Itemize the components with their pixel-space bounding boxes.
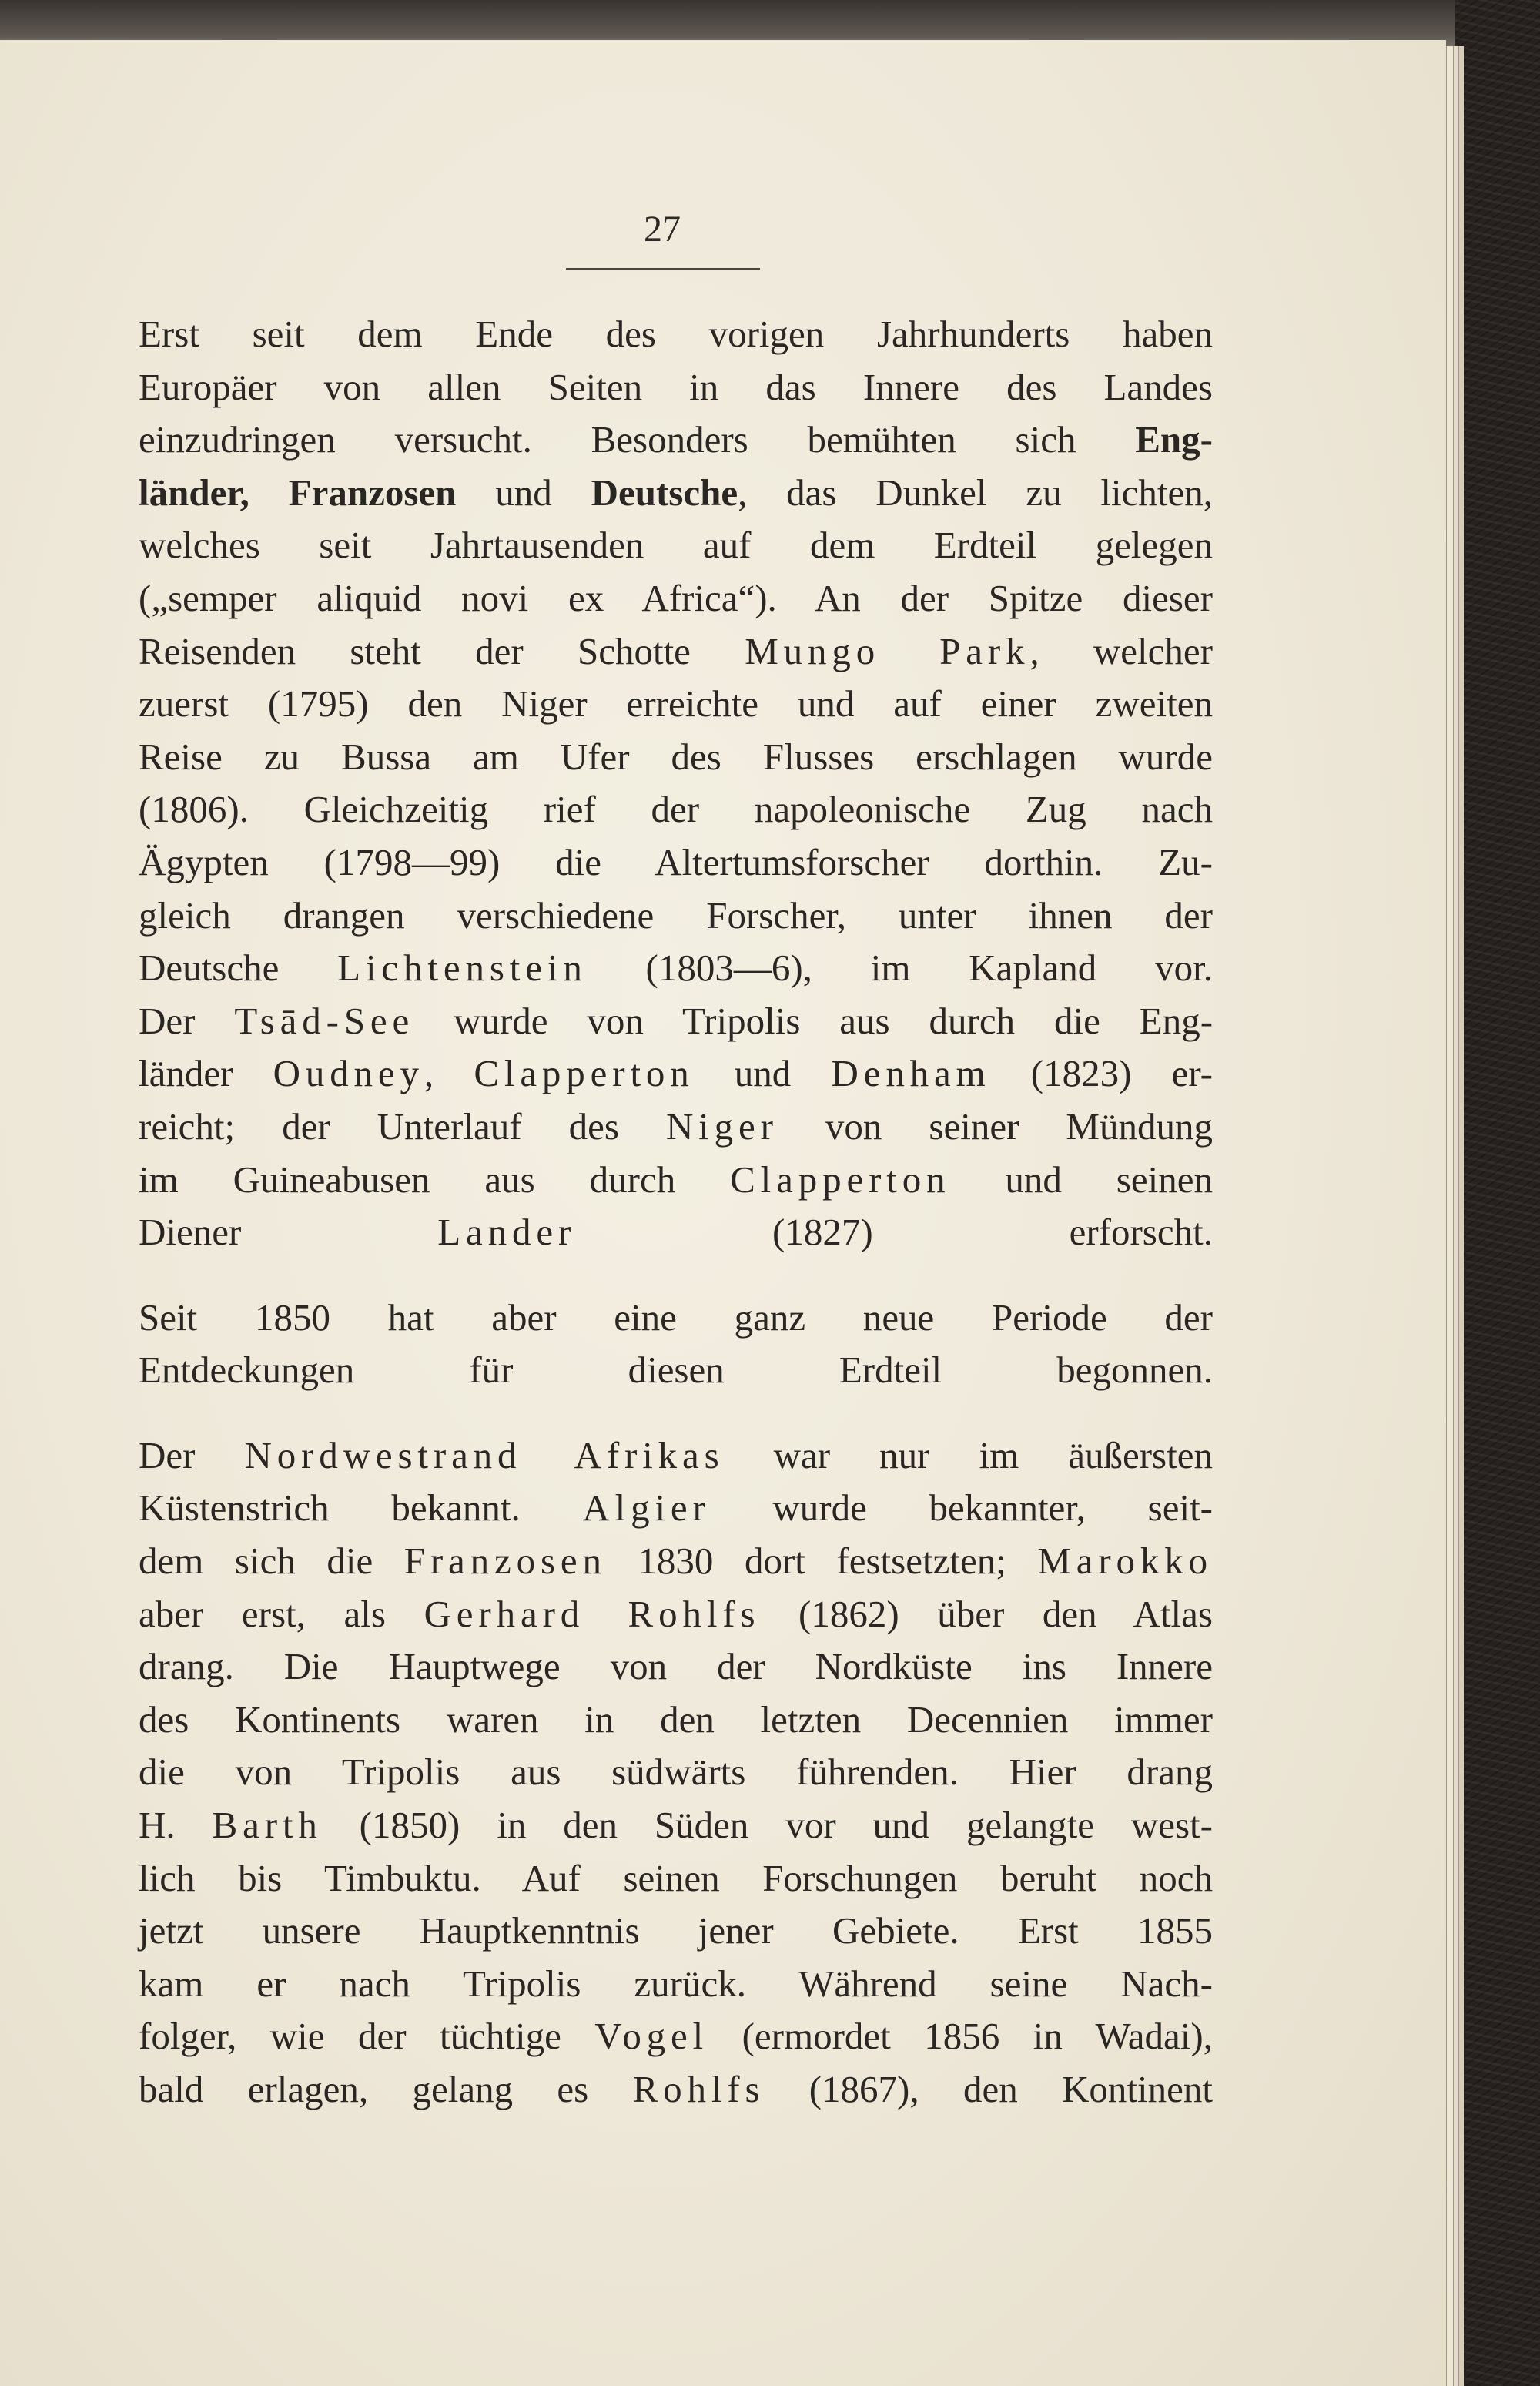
text-run: (1806). Gleichzeitig rief der napoleonische Zug nach [139, 788, 1213, 831]
text-line [139, 1958, 1213, 2011]
spaced-name: Rohlfs [632, 2068, 765, 2110]
text-run: Ägypten (1798—99) die Altertumsforscher dorthin. Zu- [139, 840, 1213, 883]
text-line [139, 836, 1213, 890]
text-line [139, 1101, 1213, 1154]
book-cover-spine [1455, 0, 1540, 2386]
text-line [139, 1292, 1213, 1345]
text-run: Der [139, 1433, 245, 1476]
page-number: 27 [644, 209, 681, 250]
text-run: (1862) über den Atlas [760, 1592, 1213, 1635]
text-line [139, 1905, 1213, 1958]
text-run: Diener [139, 1211, 438, 1254]
text-run: Küstenstrich bekannt. [139, 1486, 583, 1530]
body-text [139, 308, 1213, 2116]
text-run: reicht; der Unterlauf des [139, 1104, 666, 1148]
header-rule [566, 268, 760, 270]
text-run: bald erlagen, gelang es [139, 2068, 633, 2110]
text-run: Deutsche [139, 947, 338, 990]
text-run: war nur im äußersten [724, 1433, 1213, 1476]
spaced-name: Tsād-See [234, 999, 415, 1042]
text-line [139, 519, 1213, 572]
text-line [139, 1588, 1213, 1641]
text-run: gleich drangen verschiedene Forscher, unter ihnen der [139, 893, 1213, 937]
text-run: des Kontinents waren in den letzten Decennien immer [139, 1697, 1213, 1741]
spaced-name: Gerhard Rohlfs [424, 1592, 761, 1635]
text-run: wurde von Tripolis aus durch die Eng- [414, 999, 1214, 1042]
text-line [139, 1047, 1213, 1101]
text-run: (1867), den Kontinent [765, 2068, 1214, 2110]
paragraph [139, 1429, 1213, 2116]
text-run: Reise zu Bussa am Ufer des Flusses erschlagen wurde [139, 735, 1213, 778]
text-line [139, 467, 1213, 520]
text-run: wurde bekannter, seit- [710, 1486, 1213, 1530]
text-line [139, 1482, 1213, 1535]
text-line [139, 625, 1213, 679]
text-line [139, 1535, 1213, 1588]
text-run: („semper aliquid novi ex Africa“). An der Spitze dieser [139, 576, 1213, 619]
text-run: (1803—6), im Kapland vor. [587, 947, 1213, 990]
text-line [139, 1852, 1213, 1905]
text-line [139, 1694, 1213, 1747]
paragraph [139, 1292, 1213, 1397]
spaced-name: Oudney [273, 1052, 424, 1095]
spaced-name: Clapperton [474, 1052, 695, 1095]
text-run: , das Dunkel zu lichten, [738, 471, 1213, 514]
text-line [139, 1746, 1213, 1799]
text-run: (1850) in den Süden vor und gelangte west- [322, 1804, 1213, 1847]
text-run: , [424, 1052, 474, 1095]
text-line [139, 1640, 1213, 1694]
text-run: aber erst, als [139, 1592, 424, 1635]
text-run: die von Tripolis aus südwärts führenden. Hier drang [139, 1751, 1213, 1794]
text-line [139, 1206, 1213, 1259]
text-run: , welcher [1029, 629, 1213, 672]
text-run: zuerst (1795) den Niger erreichte und auf einer zweiten [139, 682, 1213, 726]
text-line [139, 783, 1213, 836]
spaced-name: Barth [212, 1804, 323, 1847]
text-run: Entdeckungen für diesen Erdteil begonnen. [139, 1349, 1213, 1392]
spaced-name: Franzosen [403, 1540, 607, 1583]
text-run: Erst seit dem Ende des vorigen Jahrhunderts haben [139, 313, 1213, 355]
text-run: dem sich die [139, 1540, 404, 1583]
text-line [139, 1799, 1213, 1852]
bold-term: Deutsche [591, 471, 738, 514]
text-run: Europäer von allen Seiten in das Innere des Landes [139, 365, 1213, 408]
text-run: Seit 1850 hat aber eine ganz neue Periode der [139, 1295, 1213, 1339]
text-line [139, 1154, 1213, 1207]
text-run: und [456, 471, 591, 514]
text-run: kam er nach Tripolis zurück. Während seine Nach- [139, 1962, 1213, 2005]
spaced-name: Lichtenstein [337, 947, 588, 990]
text-run: (1823) er- [990, 1052, 1214, 1095]
text-run: und [694, 1052, 832, 1095]
text-run: 1830 dort festsetzten; [606, 1540, 1038, 1583]
text-run: Der [139, 999, 235, 1042]
text-run: jetzt unsere Hauptkenntnis jener Gebiete. Erst 1855 [139, 1909, 1213, 1952]
text-run: von seiner Mündung [778, 1104, 1213, 1148]
text-line [139, 942, 1213, 995]
text-run: Reisenden steht der Schotte [139, 629, 745, 672]
text-line [139, 414, 1213, 467]
text-line [139, 1429, 1213, 1483]
text-line [139, 2063, 1213, 2116]
text-run: lich bis Timbuktu. Auf seinen Forschungen beruht noch [139, 1856, 1213, 1899]
text-line [139, 890, 1213, 943]
text-line [139, 2010, 1213, 2063]
text-run: (1827) erforscht. [576, 1211, 1213, 1254]
spaced-name: Denham [831, 1052, 991, 1095]
text-run: im Guineabusen aus durch [139, 1158, 731, 1201]
text-run: (ermordet 1856 in Wadai), [708, 2015, 1213, 2058]
text-line [139, 572, 1213, 625]
paragraph [139, 308, 1213, 1259]
spaced-name: Lander [437, 1211, 577, 1254]
spaced-name: Nordwestrand Afrikas [244, 1433, 725, 1476]
spaced-name: Vogel [594, 2015, 709, 2058]
bold-term: Eng- [1135, 418, 1213, 461]
text-line [139, 995, 1213, 1048]
text-run: einzudringen versucht. Besonders bemühten sich [139, 418, 1136, 461]
text-run: länder [139, 1052, 273, 1095]
spaced-name: Marokko [1037, 1540, 1213, 1583]
text-line [139, 731, 1213, 784]
page-stack-edge [1458, 46, 1464, 2386]
text-line [139, 678, 1213, 731]
text-run: H. [139, 1804, 213, 1847]
text-line [139, 1344, 1213, 1397]
spaced-name: Niger [665, 1104, 778, 1148]
text-line [139, 361, 1213, 414]
spaced-name: Mungo Park [745, 629, 1030, 672]
text-run: drang. Die Hauptwege von der Nordküste ins Innere [139, 1645, 1213, 1688]
spaced-name: Clapperton [730, 1158, 951, 1201]
spaced-name: Algier [582, 1486, 711, 1530]
text-run: folger, wie der tüchtige [139, 2015, 595, 2058]
text-run: und seinen [950, 1158, 1213, 1201]
text-line [139, 308, 1213, 361]
bold-term: länder, Franzosen [139, 471, 457, 514]
text-run: welches seit Jahrtausenden auf dem Erdteil gelegen [139, 524, 1213, 567]
